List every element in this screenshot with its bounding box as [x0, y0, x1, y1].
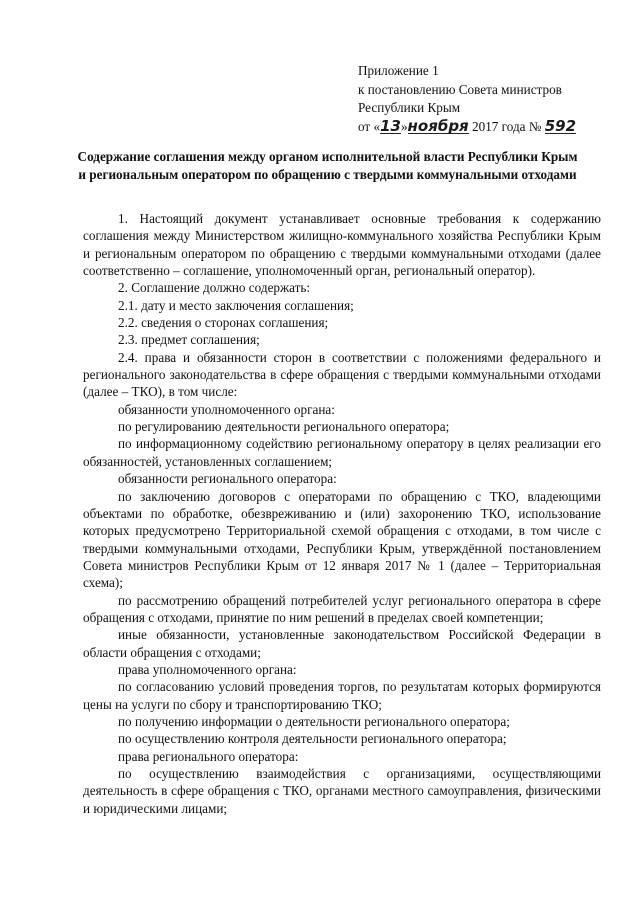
paragraph: по заключению договоров с операторами по обращению с ТКО, владеющими объектами по обработке, обезвреживанию и (или) захоронению ТКО, использование которых предусмотрено Территориальной схемой обращения с отходами, в том числе с твердыми коммунальными отходами, Республики Крым, утверждённой постановлением Совета министров Республики Крым от 12 января 2017 № 1 (далее – Территориальная схема);	[83, 488, 601, 591]
paragraph: по регулированию деятельности регионального оператора;	[118, 419, 450, 435]
paragraph: по получению информации о деятельности регионального оператора;	[118, 713, 510, 729]
paragraph: по рассмотрению обращений потребителей услуг регионального оператора в сфере обращения с отходами, принятие по ним решений в пределах своей компетенции;	[83, 592, 601, 625]
paragraph: права регионального оператора:	[118, 748, 299, 764]
date-prefix: от «	[358, 118, 381, 134]
paragraph: права уполномоченного органа:	[118, 661, 297, 677]
appendix-line-3: Республики Крым	[358, 100, 461, 115]
date-year: 2017 года №	[472, 118, 542, 134]
paragraph: 2.4. права и обязанности сторон в соответствии с положениями федерального и регионального законодательства в сфере обращения с твердыми коммунальными отходами (далее – ТКО), в том числе:	[83, 349, 601, 400]
paragraph: 2.2. сведения о сторонах соглашения;	[118, 315, 329, 331]
appendix-date-line	[358, 118, 628, 137]
appendix-header	[358, 62, 628, 136]
appendix-line-2: к постановлению Совета министров	[358, 81, 562, 97]
paragraph: 2. Соглашение должно содержать:	[118, 280, 311, 296]
document-title: Содержание соглашения между органом исполнительной власти Республики Крым и региональным оператором по обращению с твердыми коммунальными отходами	[77, 149, 578, 182]
paragraph: по согласованию условий проведения торгов, по результатам которых формируются цены на услуги по сбору и транспортированию ТКО;	[83, 679, 601, 712]
paragraph: по информационному содействию региональному оператору в целях реализации его обязанностей, установленных соглашением;	[83, 436, 601, 469]
paragraph: по осуществлению контроля деятельности регионального оператора;	[118, 731, 507, 747]
handwritten-day: 13	[380, 116, 401, 135]
paragraph: обязанности регионального оператора:	[118, 471, 337, 487]
paragraph: 2.1. дату и место заключения соглашения;	[118, 297, 354, 313]
document-body	[83, 210, 601, 817]
paragraph: по осуществлению взаимодействия с организациями, осуществляющими деятельность в сфере обращения с ТКО, органами местного самоуправления, физическими и юридическими лицами;	[83, 766, 601, 816]
paragraph: 2.3. предмет соглашения;	[118, 332, 260, 348]
paragraph: 1. Настоящий документ устанавливает основные требования к содержанию соглашения между Министерством жилищно-коммунального хозяйства Республики Крым и региональным оператором по обращению с твердыми коммунальными отходами (далее соответственно – соглашение, уполномоченный орган, региональный оператор).	[83, 211, 601, 279]
handwritten-number: 592	[544, 116, 577, 135]
paragraph: обязанности уполномоченного органа:	[118, 401, 335, 417]
handwritten-month: ноября	[407, 116, 469, 135]
appendix-line-1: Приложение 1	[358, 63, 439, 78]
paragraph: иные обязанности, установленные законодательством Российской Федерации в области обращения с отходами;	[83, 627, 601, 660]
date-mid: »	[400, 118, 408, 134]
